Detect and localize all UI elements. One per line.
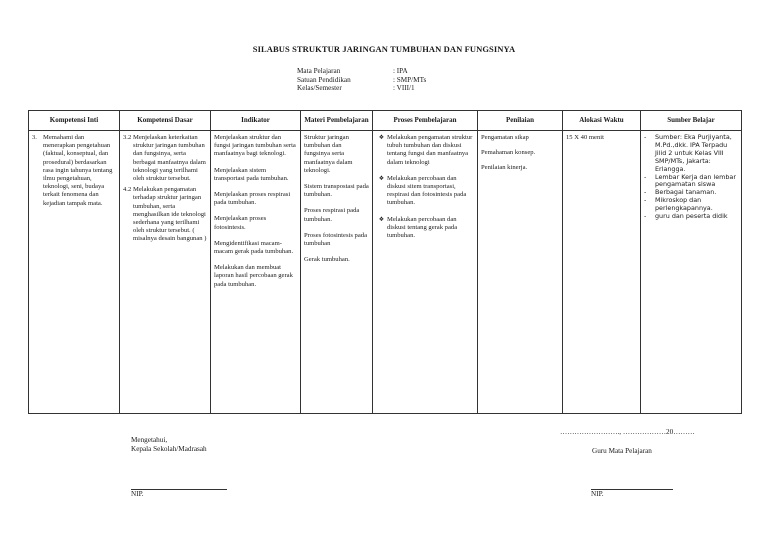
principal-signature-line	[131, 489, 227, 490]
sumber-item	[644, 213, 738, 221]
meta-label: Satuan Pendidikan	[297, 75, 351, 84]
proses-item	[376, 216, 474, 241]
header-materi: Materi Pembelajaran	[301, 111, 373, 131]
proses-text: Melakukan percobaan dan diskusi tentang gerak pada tumbuhan.	[387, 215, 458, 240]
proses-text: Melakukan percobaan dan diskusi sitem transportasi, respirasi dan fotosintesis pada tumbuhan.	[387, 174, 467, 207]
kd-item	[123, 186, 207, 243]
kd-number: 4.2	[123, 186, 132, 194]
subject-meta	[297, 67, 426, 93]
meta-value: : SMP/MTs	[393, 75, 427, 84]
meta-row-class	[297, 84, 426, 93]
header-alokasi: Alokasi Waktu	[563, 111, 641, 131]
meta-row-school	[297, 76, 426, 85]
materi-item: Struktur jaringan tumbuhan dan fungsinya serta manfaatnya dalam teknologi.	[304, 134, 353, 174]
document-title: SILABUS STRUKTUR JARINGAN TUMBUHAN DAN FUNGSINYA	[252, 44, 516, 54]
kd-item	[123, 134, 207, 183]
sumber-text: Mikroskop dan perlengkapannya.	[655, 196, 713, 213]
indikator-item: Menjelaskan sistem transportasi pada tumbuhan.	[214, 166, 289, 182]
dash-bullet: -	[644, 196, 647, 205]
syllabus-table	[28, 110, 742, 414]
meta-label: Kelas/Semester	[297, 84, 342, 93]
header-proses: Proses Pembelajaran	[373, 111, 478, 131]
meta-value: : VIII/1	[393, 84, 415, 93]
sumber-item	[644, 197, 738, 213]
indikator-item: Mengidentifikasi macam-macam gerak pada tumbuhan.	[214, 239, 294, 256]
materi-item: Gerak tumbuhan.	[304, 256, 350, 264]
diamond-bullet-icon: ❖	[378, 216, 385, 223]
header-indikator: Indikator	[211, 111, 301, 131]
cell-sumber	[641, 131, 742, 414]
meta-value: : IPA	[393, 67, 408, 75]
header-kompetensi-inti: Kompetensi Inti	[29, 111, 120, 131]
diamond-bullet-icon: ❖	[378, 135, 385, 141]
kd-number: 3.2	[123, 134, 132, 141]
cell-indikator	[211, 131, 301, 414]
penilaian-item: Pengamatan sikap	[481, 134, 529, 141]
principal-label: Kepala Sekolah/Madrasah	[131, 445, 207, 454]
cell-proses	[373, 131, 478, 414]
ki-text: Memahami dan menerapkan pengetahuan (faktual, konseptual, dan prosedural) berdasarkan rasa ingin tahunya tentang ilmu pengetahuan, teknologi, seni, budaya terkait fenomena dan kejadian tampak mata.	[43, 134, 113, 207]
materi-item: Proses fotosintesis pada tumbuhan	[304, 231, 368, 248]
sumber-text: Berbagai tanaman.	[655, 188, 717, 197]
cell-materi	[301, 131, 373, 414]
cell-kompetensi-inti	[29, 131, 120, 414]
date-line: ……………………., ………………20………	[560, 428, 695, 436]
proses-item	[376, 175, 474, 208]
kd-text: Melakukan pengamatan terhadap struktur jaringan tumbuhan, serta menghasilkan ide teknologi sederhana yang terilhami oleh struktur tersebut. ( misalnya desain bangunan )	[133, 186, 207, 243]
ki-number: 3.	[32, 134, 37, 141]
materi-item: Proses respirasi pada tumbuhan.	[304, 207, 360, 223]
cell-penilaian	[478, 131, 563, 414]
meta-label: Mata Pelajaran	[297, 67, 341, 75]
penilaian-item: Penilaian kinerja.	[481, 164, 528, 172]
cell-kompetensi-dasar	[120, 131, 211, 414]
sumber-item	[644, 174, 738, 190]
table-header-row	[29, 111, 742, 131]
meta-row-subject	[297, 67, 426, 76]
proses-item	[376, 134, 474, 167]
table-row	[29, 131, 742, 414]
ki-item	[32, 134, 116, 208]
acknowledged-label: Mengetahui,	[131, 436, 168, 444]
sumber-text: guru dan peserta didik	[655, 212, 728, 221]
sumber-text: Sumber: Eka Purjiyanta, M.Pd.,dkk. IPA Terpadu Jilid 2 untuk Kelas VIII SMP/MTs, Jakarta: Erlangga.	[655, 133, 732, 173]
proses-text: Melakukan pengamatan struktur tubuh tumbuhan dan diskusi tentang fungsi dan manfaatnya dalam teknologi	[387, 134, 473, 166]
indikator-item: Melakukan dan membuat laporan hasil percobaan gerak pada tumbuhan.	[214, 264, 293, 288]
teacher-label: Guru Mata Pelajaran	[592, 447, 652, 455]
header-kompetensi-dasar: Kompetensi Dasar	[120, 111, 211, 131]
indikator-item: Menjelaskan struktur dan fungsi jaringan tumbuhan serta manfaatnya bagi teknologi.	[214, 134, 296, 158]
indikator-item: Menjelaskan proses fotosintesis.	[214, 215, 267, 231]
sumber-text: Lembar Kerja dan lembar pengamatan siswa	[655, 172, 736, 189]
materi-item: Sistem transpostasi pada tumbuhan.	[304, 183, 369, 199]
dash-bullet: -	[644, 133, 647, 141]
penilaian-item: Pemahaman konsep.	[481, 149, 536, 157]
dash-bullet: -	[644, 188, 647, 197]
dash-bullet: -	[644, 212, 647, 221]
kd-text: Menjelaskan keterkaitan struktur jaringan tumbuhan dan fungsinya, serta berbagai manfaatnya dalam teknologi yang terilhami oleh struktur tersebut.	[133, 134, 206, 183]
signature-left	[131, 436, 207, 455]
indikator-item: Menjelaskan proses respirasi pada tumbuhan.	[214, 191, 291, 207]
dash-bullet: -	[644, 172, 647, 181]
sumber-item	[644, 134, 738, 174]
principal-nip: NIP.	[131, 490, 144, 498]
header-penilaian: Penilaian	[478, 111, 563, 131]
cell-alokasi	[563, 131, 641, 414]
header-sumber: Sumber Belajar	[641, 111, 742, 131]
diamond-bullet-icon: ❖	[378, 175, 385, 182]
teacher-nip: NIP.	[591, 490, 604, 498]
alokasi-value: 15 X 40 menit	[566, 134, 604, 141]
